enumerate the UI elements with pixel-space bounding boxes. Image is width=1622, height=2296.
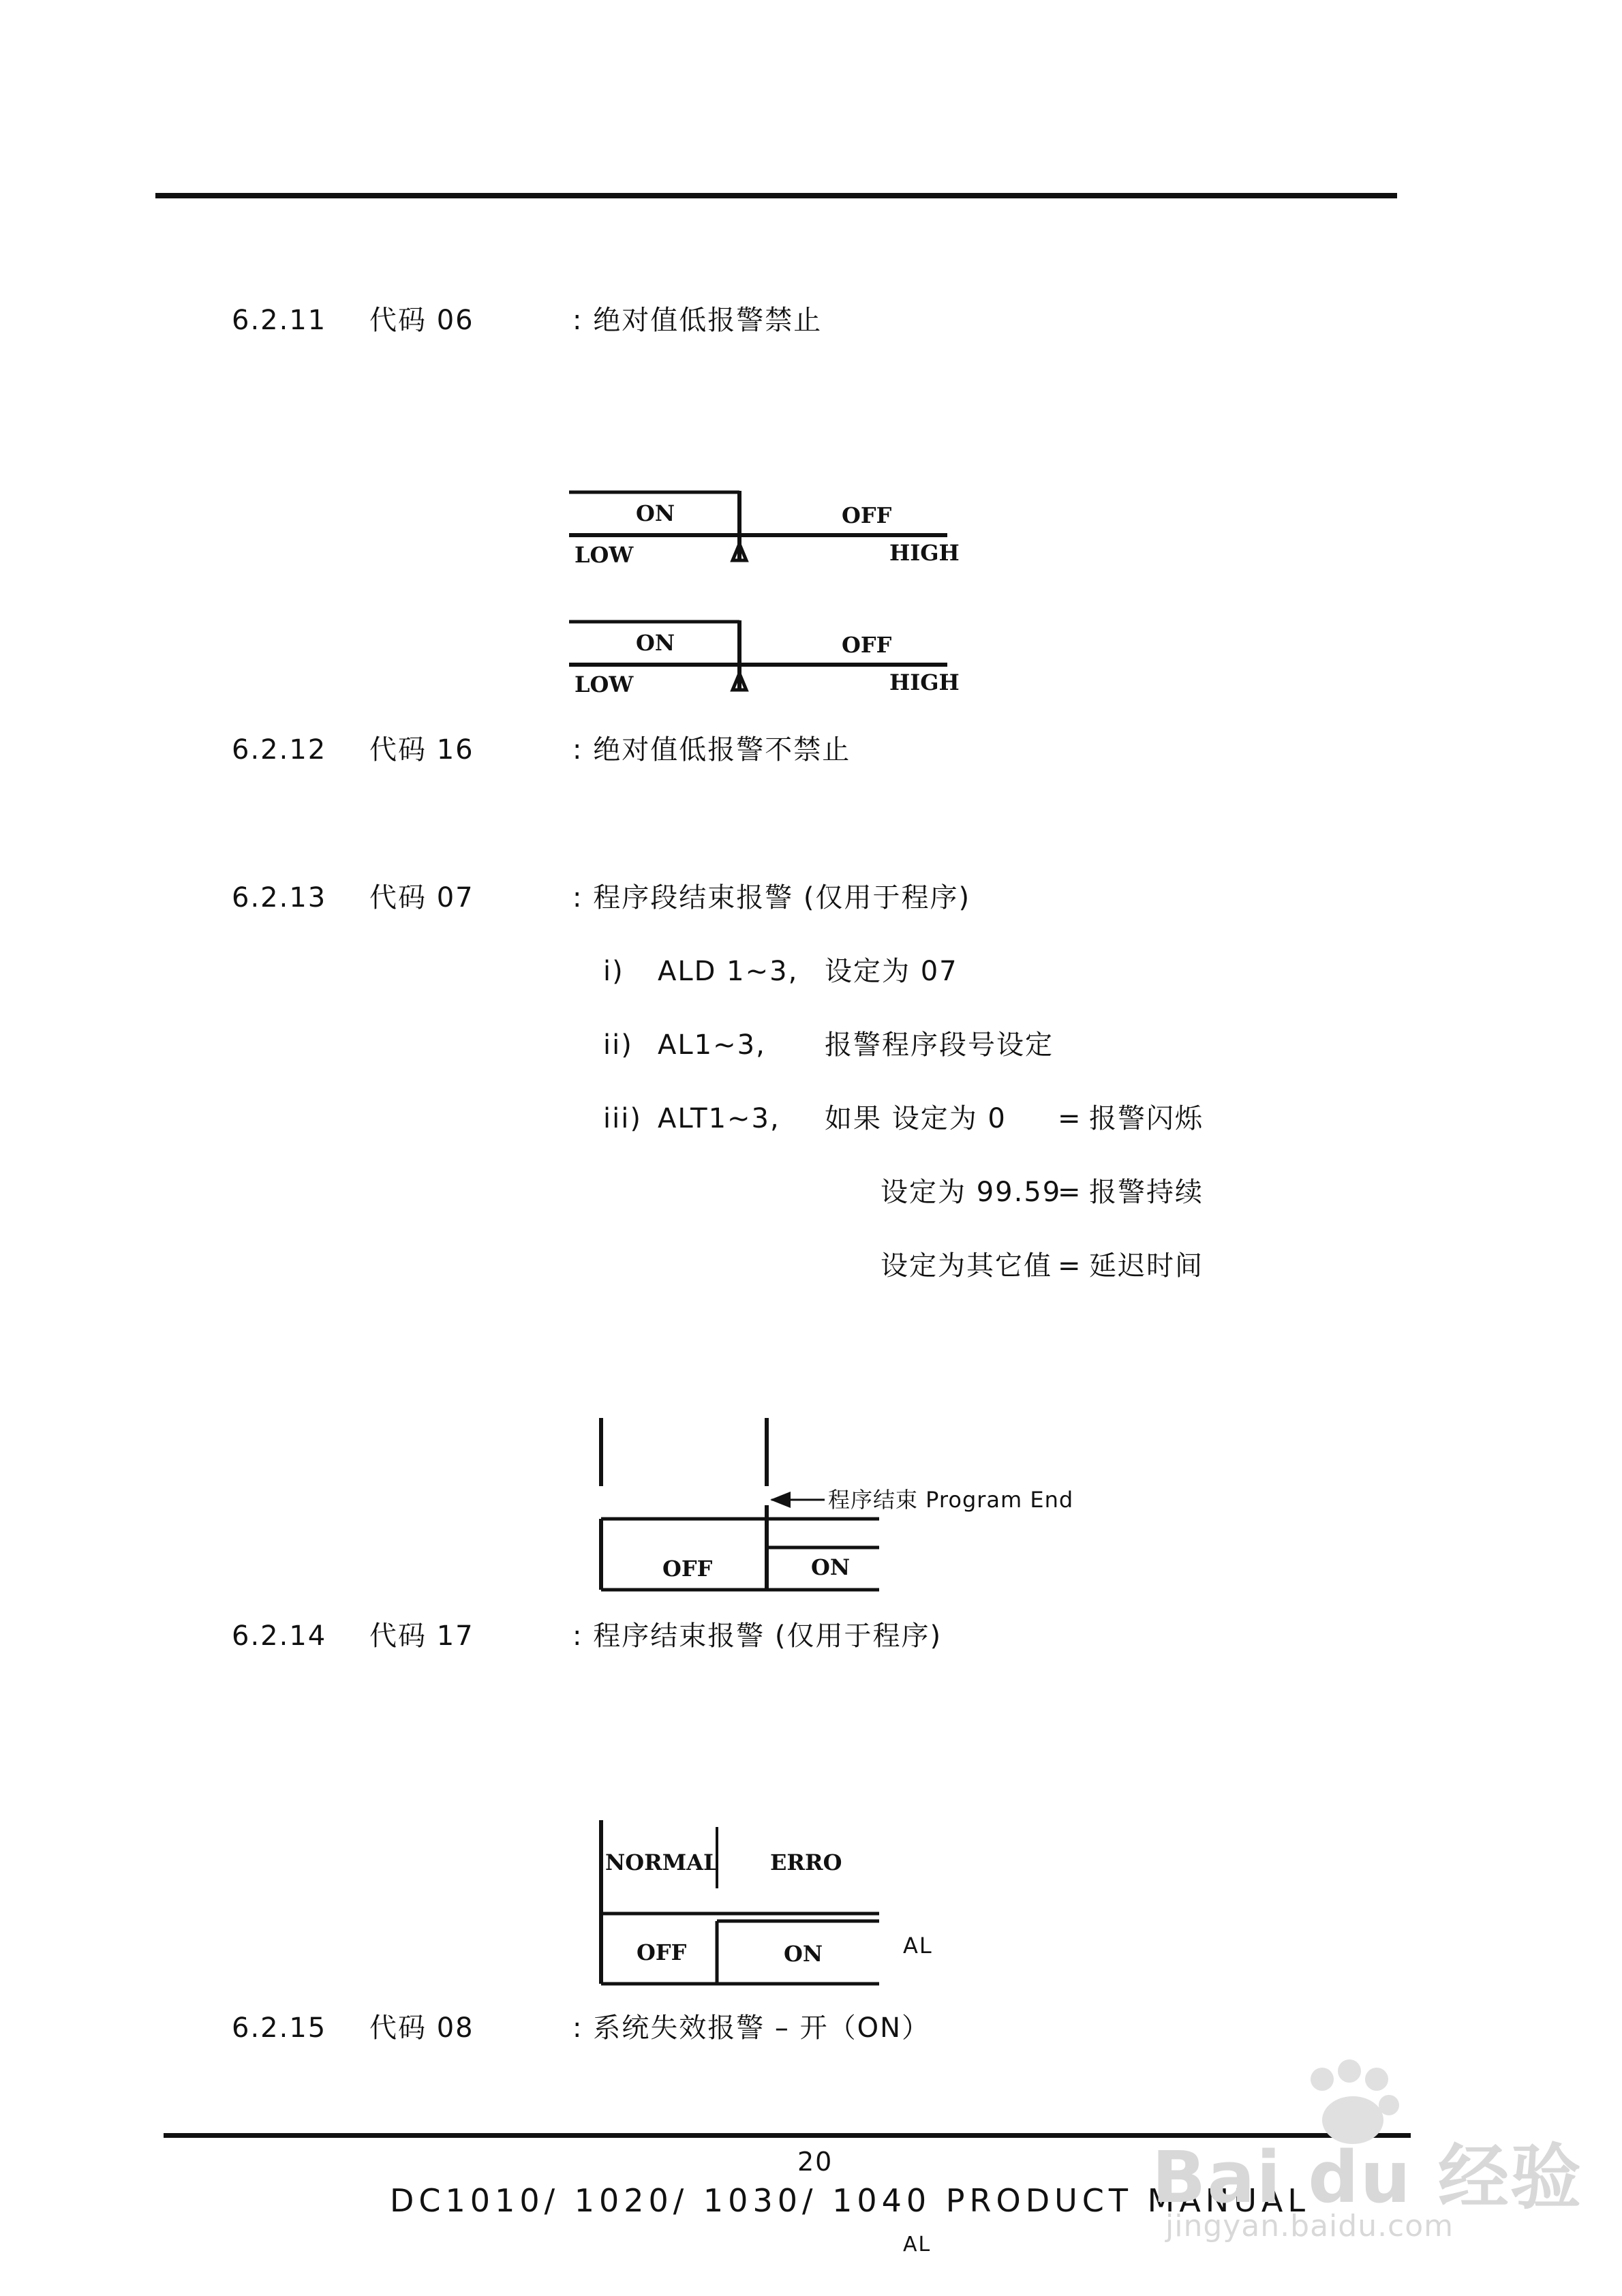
- normal-label: NORMAL: [605, 1849, 719, 1875]
- on-label: ON: [636, 500, 675, 526]
- program-end-diagram: [586, 1418, 1077, 1595]
- low-alarm-diagram-2: [569, 600, 958, 709]
- section-desc: : 程序段结束报警 (仅用于程序): [572, 882, 971, 913]
- alt-result: 延迟时间: [1089, 1250, 1204, 1282]
- step-item: ALD 1~3,: [658, 956, 799, 987]
- low-label: LOW: [575, 542, 634, 568]
- step-num: ii): [603, 1029, 633, 1061]
- baidu-watermark: [1152, 2059, 1582, 2263]
- section-desc: : 绝对值低报警禁止: [572, 305, 823, 336]
- watermark-brand: Bai du 经验: [1152, 2136, 1582, 2219]
- on-label: ON: [811, 1554, 851, 1580]
- step-item: ALT1~3,: [658, 1103, 780, 1134]
- section-desc: : 程序结束报警 (仅用于程序): [572, 1620, 943, 1652]
- step-desc: 如果 设定为 0: [825, 1103, 1007, 1134]
- header-rule: [155, 193, 1397, 198]
- manual-title: DC1010/ 1020/ 1030/ 1040 PRODUCT MANUAL: [390, 2182, 1310, 2219]
- off-label: OFF: [662, 1556, 713, 1582]
- high-label: HIGH: [889, 669, 960, 695]
- section-desc: : 绝对值低报警不禁止: [572, 734, 851, 766]
- section-number: 6.2.11: [232, 305, 327, 336]
- step-result: 报警闪烁: [1089, 1103, 1204, 1134]
- section-number: 6.2.12: [232, 734, 327, 766]
- alt-result: 报警持续: [1089, 1177, 1204, 1208]
- footer-sub: AL: [903, 2233, 932, 2256]
- section-desc: : 系统失效报警 – 开（ON）: [572, 2012, 931, 2044]
- section-number: 6.2.14: [232, 1620, 327, 1652]
- section-code: 代码 16: [369, 734, 474, 766]
- alt-eq: =: [1058, 1177, 1082, 1208]
- step-eq: =: [1058, 1103, 1082, 1134]
- on-label: ON: [636, 630, 675, 656]
- off-label: OFF: [637, 1939, 687, 1965]
- on-label: ON: [784, 1941, 823, 1967]
- error-label: ERRO: [770, 1849, 842, 1875]
- section-code: 代码 17: [369, 1620, 474, 1652]
- step-num: iii): [603, 1103, 642, 1134]
- section-code: 代码 06: [369, 305, 474, 336]
- section-number: 6.2.13: [232, 882, 327, 913]
- step-desc: 设定为 07: [825, 956, 958, 987]
- alt-cond: 设定为 99.59: [881, 1177, 1062, 1208]
- system-fail-diagram: [593, 1820, 947, 1991]
- off-label: OFF: [842, 502, 892, 528]
- alt-cond: 设定为其它值: [881, 1250, 1052, 1282]
- section-number: 6.2.15: [232, 2012, 327, 2044]
- step-desc: 报警程序段号设定: [825, 1029, 1054, 1061]
- low-alarm-diagram-1: [569, 470, 958, 579]
- step-item: AL1~3,: [658, 1029, 766, 1061]
- off-label: OFF: [842, 632, 892, 658]
- section-code: 代码 08: [369, 2012, 474, 2044]
- al-label: AL: [903, 1933, 933, 1959]
- section-code: 代码 07: [369, 882, 474, 913]
- step-num: i): [603, 956, 624, 987]
- alt-eq: =: [1058, 1250, 1082, 1282]
- high-label: HIGH: [889, 540, 960, 566]
- page-number: 20: [797, 2147, 833, 2177]
- low-label: LOW: [575, 671, 634, 697]
- watermark-url: jingyan.baidu.com: [1165, 2209, 1454, 2244]
- program-end-label: 程序结束 Program End: [828, 1487, 1074, 1513]
